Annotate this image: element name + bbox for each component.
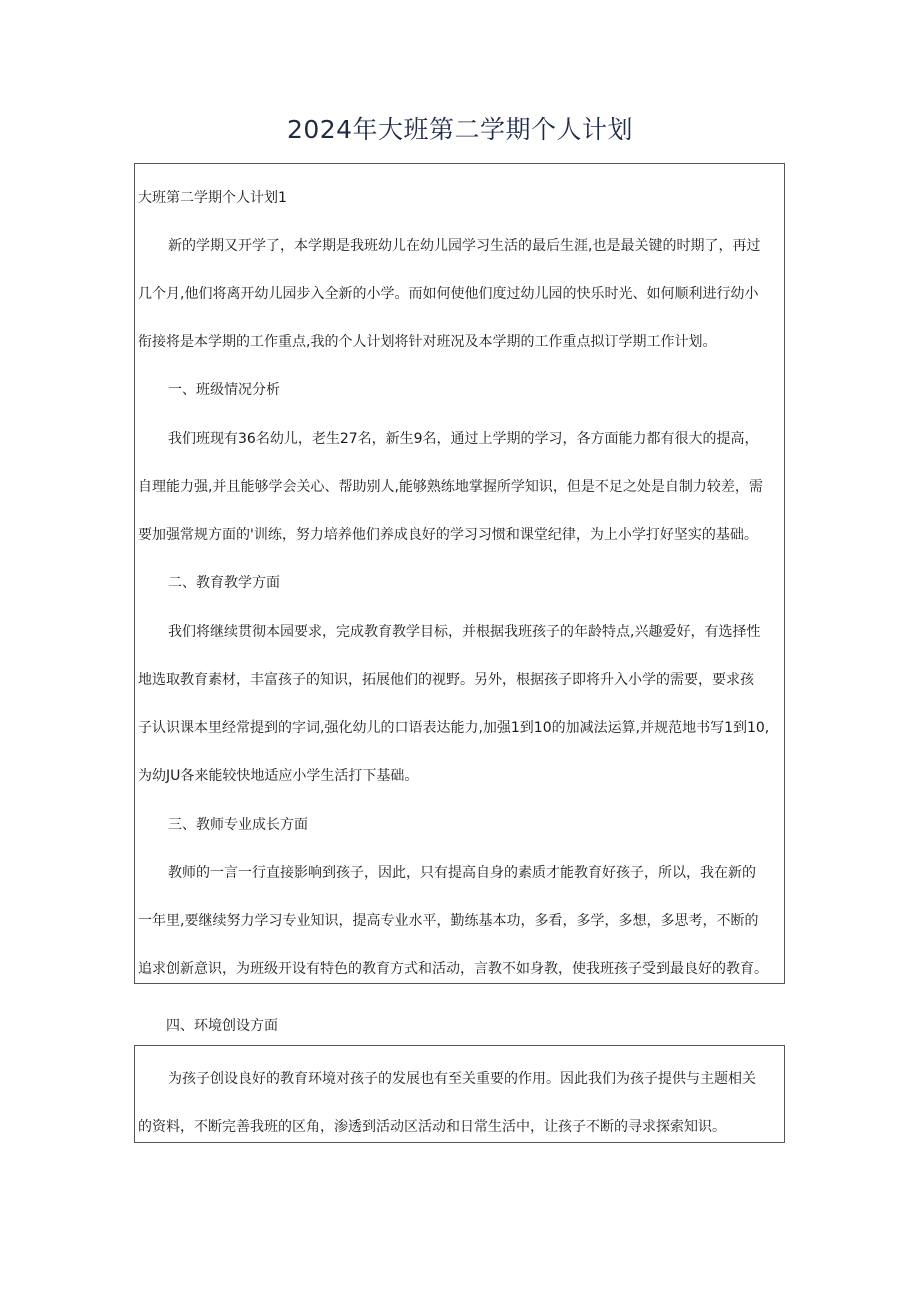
section-heading: 一、班级情况分析: [168, 382, 280, 398]
section-heading: 四、环境创设方面: [166, 1018, 278, 1034]
section-title: 大班第二学期个人计划1: [138, 190, 287, 206]
paragraph-line: 新的学期又开学了，本学期是我班幼儿在幼儿园学习生活的最后生涯,也是最关键的时期了，再过: [168, 238, 761, 254]
paragraph-line: 几个月,他们将离开幼儿园步入全新的小学。而如何使他们度过幼儿园的快乐时光、如何顺利进行幼小: [138, 286, 759, 302]
paragraph-line: 教师的一言一行直接影响到孩子，因此，只有提高自身的素质才能教育好孩子，所以，我在新的: [168, 865, 756, 881]
paragraph-line: 一年里,要继续努力学习专业知识，提高专业水平，勤练基本功，多看，多学，多想，多思考，不断的: [138, 913, 759, 929]
paragraph-line: 追求创新意识，为班级开设有特色的教育方式和活动，言教不如身教，使我班孩子受到最良好的教育。: [138, 961, 768, 977]
paragraph-line: 为孩子创设良好的教育环境对孩子的发展也有至关重要的作用。因此我们为孩子提供与主题相关: [168, 1071, 756, 1087]
paragraph-line: 子认识课本里经常提到的字词,强化幼儿的口语表达能力,加强1到10的加减法运算,并规范地书写1到10,: [138, 720, 770, 736]
content-box-2: [134, 1045, 785, 1143]
paragraph-line: 要加强常规方面的'训练，努力培养他们养成良好的学习习惯和课堂纪律，为上小学打好坚实的基础。: [138, 527, 758, 543]
section-heading: 二、教育教学方面: [168, 575, 280, 591]
content-box-1: [134, 163, 785, 984]
paragraph-line: 自理能力强,并且能够学会关心、帮助别人,能够熟练地掌握所学知识，但是不足之处是自制力较差，需: [138, 479, 763, 495]
paragraph-line: 我们将继续贯彻本园要求，完成教育教学目标，并根据我班孩子的年龄特点,兴趣爱好，有选择性: [168, 624, 761, 640]
paragraph-line: 为幼JU各来能较快地适应小学生活打下基础。: [138, 768, 419, 784]
document-title: 2024年大班第二学期个人计划: [286, 115, 634, 144]
paragraph-line: 衔接将是本学期的工作重点,我的个人计划将针对班况及本学期的工作重点拟订学期工作计划。: [138, 334, 717, 350]
section-heading: 三、教师专业成长方面: [168, 817, 308, 833]
paragraph-line: 地选取教育素材，丰富孩子的知识，拓展他们的视野。另外，根据孩子即将升入小学的需要，要求孩: [138, 672, 754, 688]
paragraph-line: 的资料，不断完善我班的区角，渗透到活动区活动和日常生活中，让孩子不断的寻求探索知识。: [138, 1119, 726, 1135]
paragraph-line: 我们班现有36名幼儿，老生27名，新生9名，通过上学期的学习，各方面能力都有很大的提高，: [168, 431, 759, 447]
